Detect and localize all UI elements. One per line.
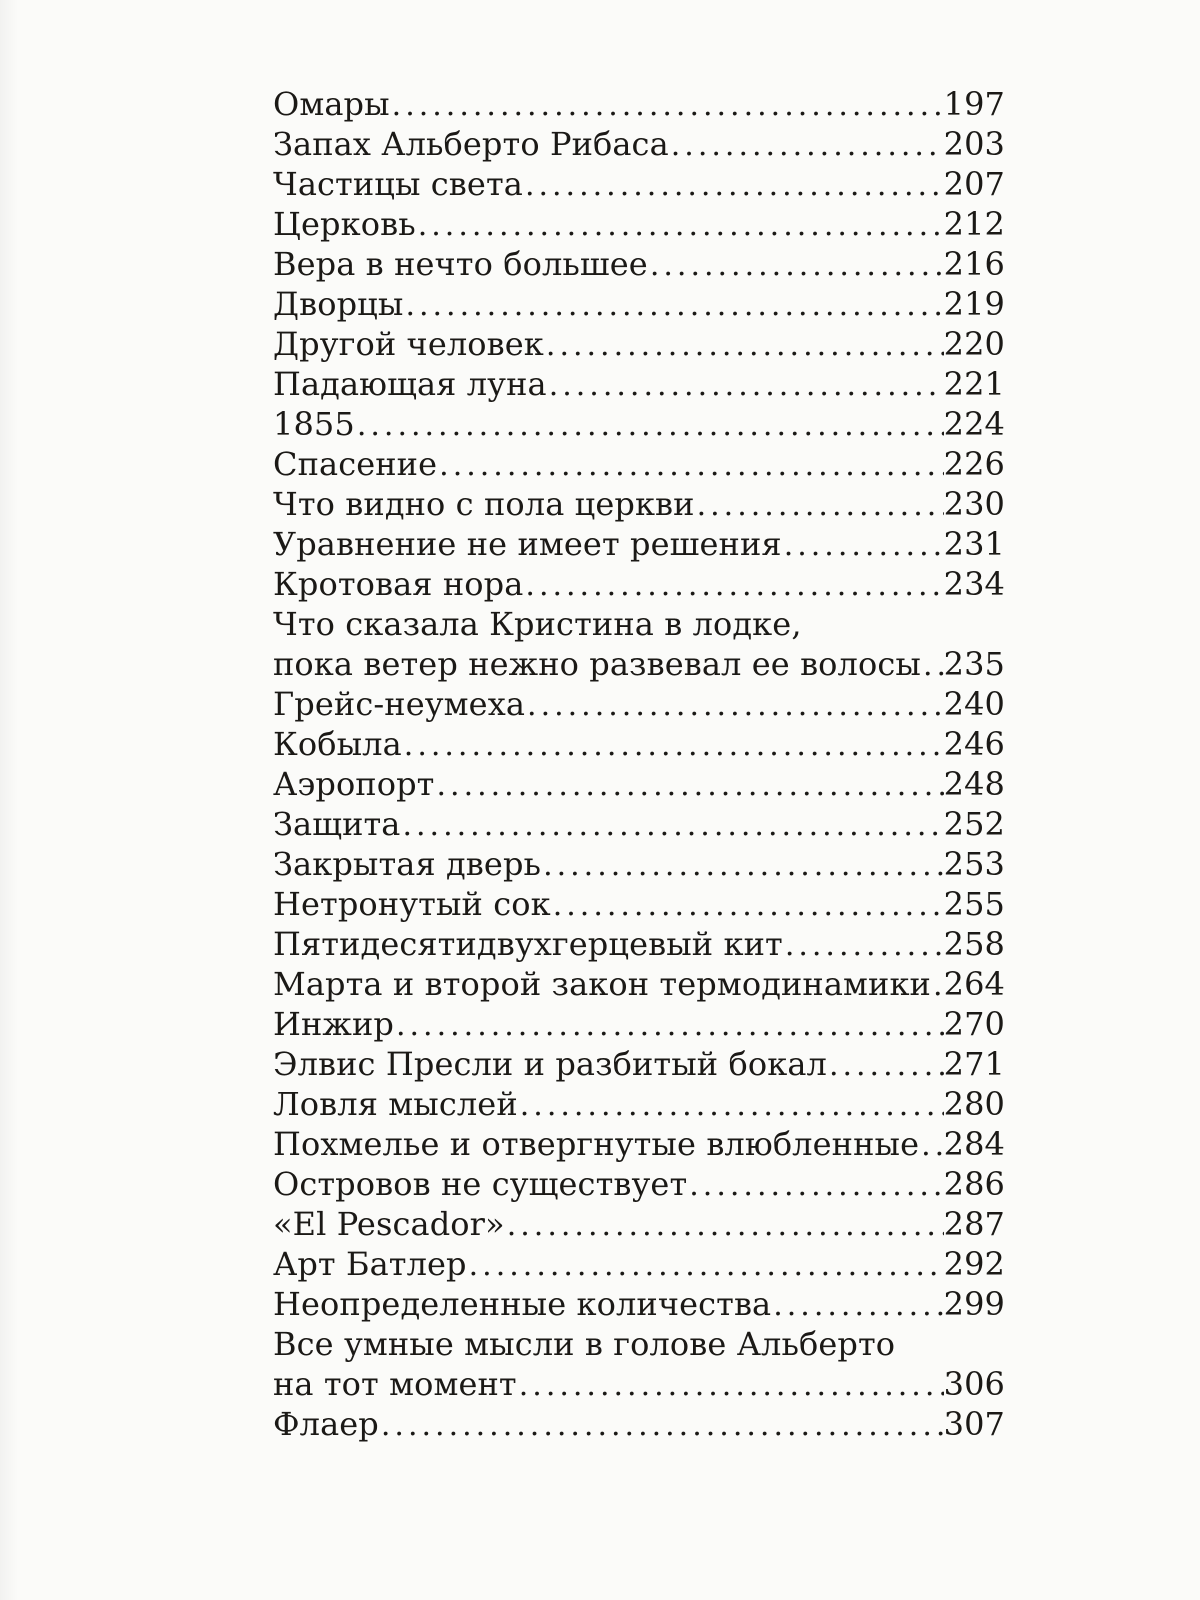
toc-entry [273,564,1005,604]
toc-entry-title: Кобыла [273,725,402,763]
toc-entry [273,364,1005,404]
toc-leader-dots [517,1366,944,1406]
toc-entry [273,1164,1005,1204]
toc-entry [273,484,1005,524]
toc-entry-title: Грейс-неумеха [273,685,526,723]
toc-entry-title: Флаер [273,1405,379,1443]
toc-entry-page: 203 [943,125,1005,163]
toc-entry-page: 287 [943,1205,1005,1243]
toc-entry-title: Марта и второй закон термодинамики [273,965,931,1003]
toc-leader-dots [523,566,943,606]
toc-leader-dots [687,1166,943,1206]
toc-entry-page: 224 [943,405,1005,443]
toc-entry [273,1004,1005,1044]
toc-entry [273,1244,1005,1284]
toc-entry-page: 234 [943,565,1005,603]
toc-entry-title: Ловля мыслей [273,1085,518,1123]
toc-leader-dots [416,206,944,246]
toc-entry-page: 286 [943,1165,1005,1203]
toc-entry-page: 240 [943,685,1005,723]
toc-leader-dots [518,1086,944,1126]
toc-entry [273,524,1005,564]
toc-entry-page: 255 [943,885,1005,923]
toc-entry [273,964,1005,1004]
toc-entry [273,804,1005,844]
toc-entry-title: Другой человек [273,325,544,363]
toc-entry [273,884,1005,924]
toc-entry [273,1084,1005,1124]
toc-leader-dots [437,446,943,486]
toc-leader-dots [551,886,944,926]
toc-entry-title: Инжир [273,1005,394,1043]
toc-entry [273,924,1005,964]
toc-entry [273,1124,1005,1164]
toc-leader-dots [827,1046,944,1086]
toc-entry-title: Арт Батлер [273,1245,467,1283]
toc-entry-page: 219 [943,285,1005,323]
toc-entry-page: 235 [943,645,1005,683]
toc-entry [273,1324,1005,1364]
toc-entry-page: 264 [943,965,1005,1003]
toc-leader-dots [771,1286,943,1326]
toc-entry-title: Частицы света [273,165,523,203]
toc-entry-title: 1855 [273,405,355,443]
toc-leader-dots [403,286,943,326]
toc-entry [273,604,1005,644]
toc-entry-page: 271 [943,1045,1005,1083]
toc-entry-page: 221 [943,365,1005,403]
toc-entry-page: 248 [943,765,1005,803]
toc-entry-title: Закрытая дверь [273,845,542,883]
toc-entry [273,204,1005,244]
toc-leader-dots [379,1406,944,1446]
toc-entry-title: Вера в нечто большее [273,245,648,283]
toc-entry [273,644,1005,684]
toc-leader-dots [783,926,944,966]
toc-entry-title: Спасение [273,445,438,483]
toc-entry-page: 252 [943,805,1005,843]
toc-entry-page: 197 [943,85,1005,123]
toc-entry-title: Защита [273,805,401,843]
toc-entry-page: 231 [943,525,1005,563]
toc-entry-title: на тот момент [273,1365,517,1403]
toc-entry-page: 280 [943,1085,1005,1123]
toc-entry [273,284,1005,324]
toc-entry [273,164,1005,204]
toc-entry-title: пока ветер нежно развевал ее волосы [273,645,921,683]
toc-entry-title: Уравнение не имеет решения [273,525,782,563]
toc-leader-dots [669,126,944,166]
toc-leader-dots [355,406,944,446]
toc-leader-dots [523,166,944,206]
table-of-contents [273,84,1005,1444]
toc-entry [273,1404,1005,1444]
toc-entry-title: Падающая луна [273,365,547,403]
toc-entry [273,764,1005,804]
toc-leader-dots [394,1006,944,1046]
toc-entry-title: Аэропорт [273,765,435,803]
toc-leader-dots [921,646,944,686]
toc-entry-title: Кротовая нора [273,565,524,603]
toc-entry-title: «El Pescador» [273,1205,505,1243]
toc-entry-page: 299 [943,1285,1005,1323]
toc-entry [273,124,1005,164]
toc-entry-page: 246 [943,725,1005,763]
toc-entry-page: 230 [943,485,1005,523]
toc-entry-page: 220 [943,325,1005,363]
toc-leader-dots [435,766,944,806]
toc-entry-page: 292 [943,1245,1005,1283]
toc-entry-page: 307 [943,1405,1005,1443]
toc-entry-page: 207 [943,165,1005,203]
toc-leader-dots [782,526,944,566]
toc-entry [273,444,1005,484]
toc-leader-dots [402,726,944,766]
toc-entry-title: Что сказала Кристина в лодке, [273,605,802,643]
toc-entry-title: Пятидесятидвухгерцевый кит [273,925,783,963]
toc-entry [273,1284,1005,1324]
toc-entry-title: Запах Альберто Рибаса [273,125,669,163]
toc-entry [273,404,1005,444]
toc-leader-dots [467,1246,944,1286]
toc-entry-page: 253 [943,845,1005,883]
toc-leader-dots [544,326,944,366]
toc-leader-dots [919,1126,943,1166]
toc-leader-dots [541,846,944,886]
toc-entry-page: 258 [943,925,1005,963]
toc-entry-page: 212 [943,205,1005,243]
toc-leader-dots [505,1206,944,1246]
toc-entry-title: Нетронутый сок [273,885,551,923]
toc-leader-dots [695,486,944,526]
toc-entry-page: 216 [943,245,1005,283]
toc-entry-title: Элвис Пресли и разбитый бокал [273,1045,827,1083]
toc-entry [273,84,1005,124]
toc-entry [273,244,1005,284]
toc-entry [273,1364,1005,1404]
toc-leader-dots [400,806,943,846]
toc-entry-page: 284 [943,1125,1005,1163]
toc-entry-title: Омары [273,85,390,123]
toc-leader-dots [648,246,944,286]
toc-entry-page: 270 [943,1005,1005,1043]
toc-entry-title: Дворцы [273,285,404,323]
toc-entry [273,1204,1005,1244]
toc-entry-page: 226 [943,445,1005,483]
toc-entry-title: Что видно с пола церкви [273,485,695,523]
toc-entry-title: Неопределенные количества [273,1285,772,1323]
toc-entry [273,844,1005,884]
toc-entry-title: Похмелье и отвергнутые влюбленные [273,1125,920,1163]
toc-entry-title: Церковь [273,205,416,243]
toc-entry-title: Все умные мысли в голове Альберто [273,1325,896,1363]
toc-entry [273,724,1005,764]
toc-leader-dots [931,966,944,1006]
toc-leader-dots [390,86,944,126]
toc-entry [273,1044,1005,1084]
toc-entry-page: 306 [943,1365,1005,1403]
toc-entry [273,324,1005,364]
toc-entry [273,684,1005,724]
toc-leader-dots [525,686,944,726]
toc-leader-dots [547,366,944,406]
toc-entry-title: Островов не существует [273,1165,688,1203]
